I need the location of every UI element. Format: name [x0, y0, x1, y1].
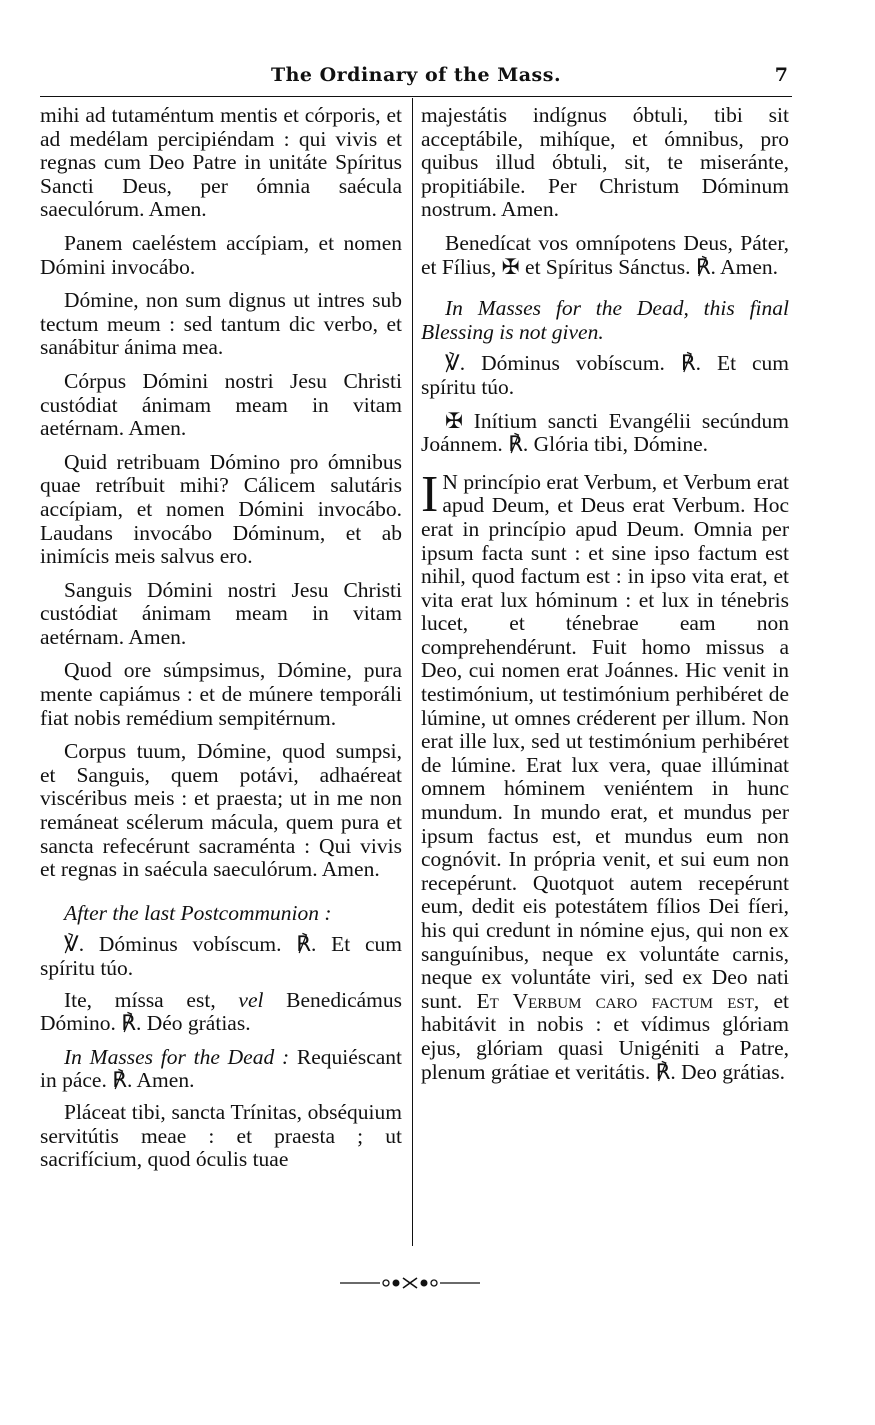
paragraph: Panem caeléstem accípiam, et nomen Dómini invocábo.: [40, 230, 402, 279]
blessing-text: Benedícat vos omnípotens Deus, Páter, et Fílius,: [421, 230, 789, 279]
gospel-smallcaps: Et Verbum caro factum est,: [476, 988, 760, 1013]
paragraph: Quod ore súmpsimus, Dómine, pura mente capiámus : et de múnere temporáli fiat nobis remédium sempitérnum.: [40, 658, 402, 730]
gospel-text-2: et habitávit in nobis : et vídimus glóriam ejus, glóriam quasi Unigéniti a Patre, plenum grátiae et veritátis.: [421, 988, 790, 1084]
paragraph: Córpus Dómini nostri Jesu Christi custódiat ánimam meam in vitam aetérnam. Amen.: [40, 368, 402, 441]
response-symbol: ℟.: [680, 351, 701, 376]
requiem-paragraph: [40, 1046, 402, 1093]
response-symbol: ℟.: [296, 932, 317, 957]
versicle-text: Dóminus vobíscum.: [481, 351, 665, 376]
page-number: 7: [774, 64, 788, 86]
dismissal-alt-text: Benedicámus Dómino.: [40, 987, 402, 1036]
versicle-symbol: ℣.: [445, 351, 466, 376]
response-text: Et cum spíritu túo.: [421, 351, 790, 399]
left-column: [40, 104, 402, 1172]
gospel-intro-paragraph: [421, 410, 789, 457]
cross-icon: ✠: [501, 254, 520, 279]
column-divider: [412, 98, 413, 1246]
paragraph: majestátis indígnus óbtuli, tibi sit acceptábile, mihíque, et ómnibus, pro quibus illud óbtuli, sit, te miseránte, propitiábile. Per Christum Dóminum nostrum. Amen.: [421, 103, 789, 222]
versicle-symbol: ℣.: [64, 932, 85, 957]
right-column: [421, 104, 789, 1084]
dismissal-paragraph: [40, 989, 402, 1036]
response-symbol: ℟.: [655, 1059, 676, 1084]
gospel-paragraph: [421, 465, 790, 1084]
dismissal-text: Ite, míssa est,: [64, 987, 216, 1012]
response-symbol: ℟.: [508, 432, 529, 457]
response-text: Glória tibi, Dómine.: [533, 432, 709, 457]
running-header: [40, 62, 792, 97]
paragraph: Quid retribuam Dómino pro ómnibus quae retríbuit mihi? Cálicem salutáris accípiam, et nomen Dómini invocábo. Laudans invocábo Dóminum, et ab inimícis meis salvus ero.: [40, 449, 402, 569]
response-text: Amen.: [720, 254, 779, 279]
drop-cap: I: [421, 465, 439, 523]
paragraph: mihi ad tutaméntum mentis et córporis, et ad medélam percipiéndam : qui vivis et regnas cum Deo Patre in unitáte Spíritus Sancti Deus, per ómnia saécula saeculórum. Amen.: [40, 103, 402, 222]
paragraph: Corpus tuum, Dómine, quod sumpsi, et Sanguis, quem potávi, adhaéreat viscéribus meis : et praesta; ut in me non remáneat scélerum mácula, quem pura et sancta refecérunt sacraménta : Qui vivis et regnas in saécula saeculórum. Amen.: [40, 739, 402, 882]
cross-icon: ✠: [445, 408, 464, 433]
rubric: In Masses for the Dead, this final Blessing is not given.: [421, 296, 789, 344]
blessing-paragraph: [421, 232, 789, 279]
paragraph: Dómine, non sum dignus ut intres sub tectum meum : sed tantum dic verbo, et sanábitur ánima mea.: [40, 288, 402, 360]
gospel-text: N princípio erat Verbum, et Verbum erat apud Deum, et Deus erat Verbum. Hoc erat in princípio apud Deum. Omnia per ipsum facta sunt : et sine ipso factum est nihil, quod factum est : in ipso vita erat, et vita erat lux hóminum : et lux in ténebris lucet, et ténebrae eam non comprehendérunt. Fuit homo missus a Deo, cui nomen erat Joánnes. Hic venit in testimónium, ut testimónium perhibéret de lúmine, ut omnes créderent per illum. Non erat ille lux, sed ut testimónium perhibéret de lúmine. Erat lux vera, quae illúminat omnem hóminem veniéntem in hunc mundum. In mundo erat, et mundus per ipsum factus est, et mundus eum non cognóvit. In própria venit, et sui eum non recepérunt. Quotquot autem recepérunt eum, dedit eis potestátem fílios Dei fíeri, his qui credunt in nómine ejus, qui non ex sanguínibus, neque ex voluntáte carnis, neque ex voluntáte viri, sed ex Deo nati sunt.: [421, 469, 789, 1013]
response-symbol: ℟.: [112, 1068, 133, 1093]
paragraph: Pláceat tibi, sancta Trínitas, obséquium servitútis meae : et praesta ; ut sacrifícium, quod óculis tuae: [40, 1099, 402, 1172]
response-text: Déo grátias.: [146, 1011, 251, 1036]
requiem-text: Requiéscant in páce.: [40, 1044, 402, 1093]
ornament-divider: [340, 1275, 480, 1291]
response-symbol: ℟.: [695, 254, 716, 279]
versicle-paragraph: [40, 933, 402, 980]
page-title: The Ordinary of the Mass.: [270, 64, 562, 86]
versicle-text: Dóminus vobíscum.: [98, 932, 282, 957]
response-text: Deo grátias.: [681, 1059, 785, 1084]
blessing-text-2: et Spíritus Sánctus.: [525, 254, 691, 279]
response-text: Et cum spíritu túo.: [40, 932, 403, 980]
gospel-intro-text: Inítium sancti Evangélii secúndum Joánnem.: [421, 408, 789, 457]
response-text: Amen.: [136, 1068, 195, 1093]
rubric: In Masses for the Dead :: [64, 1044, 290, 1069]
rubric: After the last Postcommunion :: [64, 900, 332, 925]
versicle-paragraph: [421, 352, 789, 399]
response-symbol: ℟.: [121, 1011, 142, 1036]
paragraph: Sanguis Dómini nostri Jesu Christi custódiat ánimam meam in vitam aetérnam. Amen.: [40, 577, 402, 649]
vel-word: vel: [238, 987, 264, 1012]
